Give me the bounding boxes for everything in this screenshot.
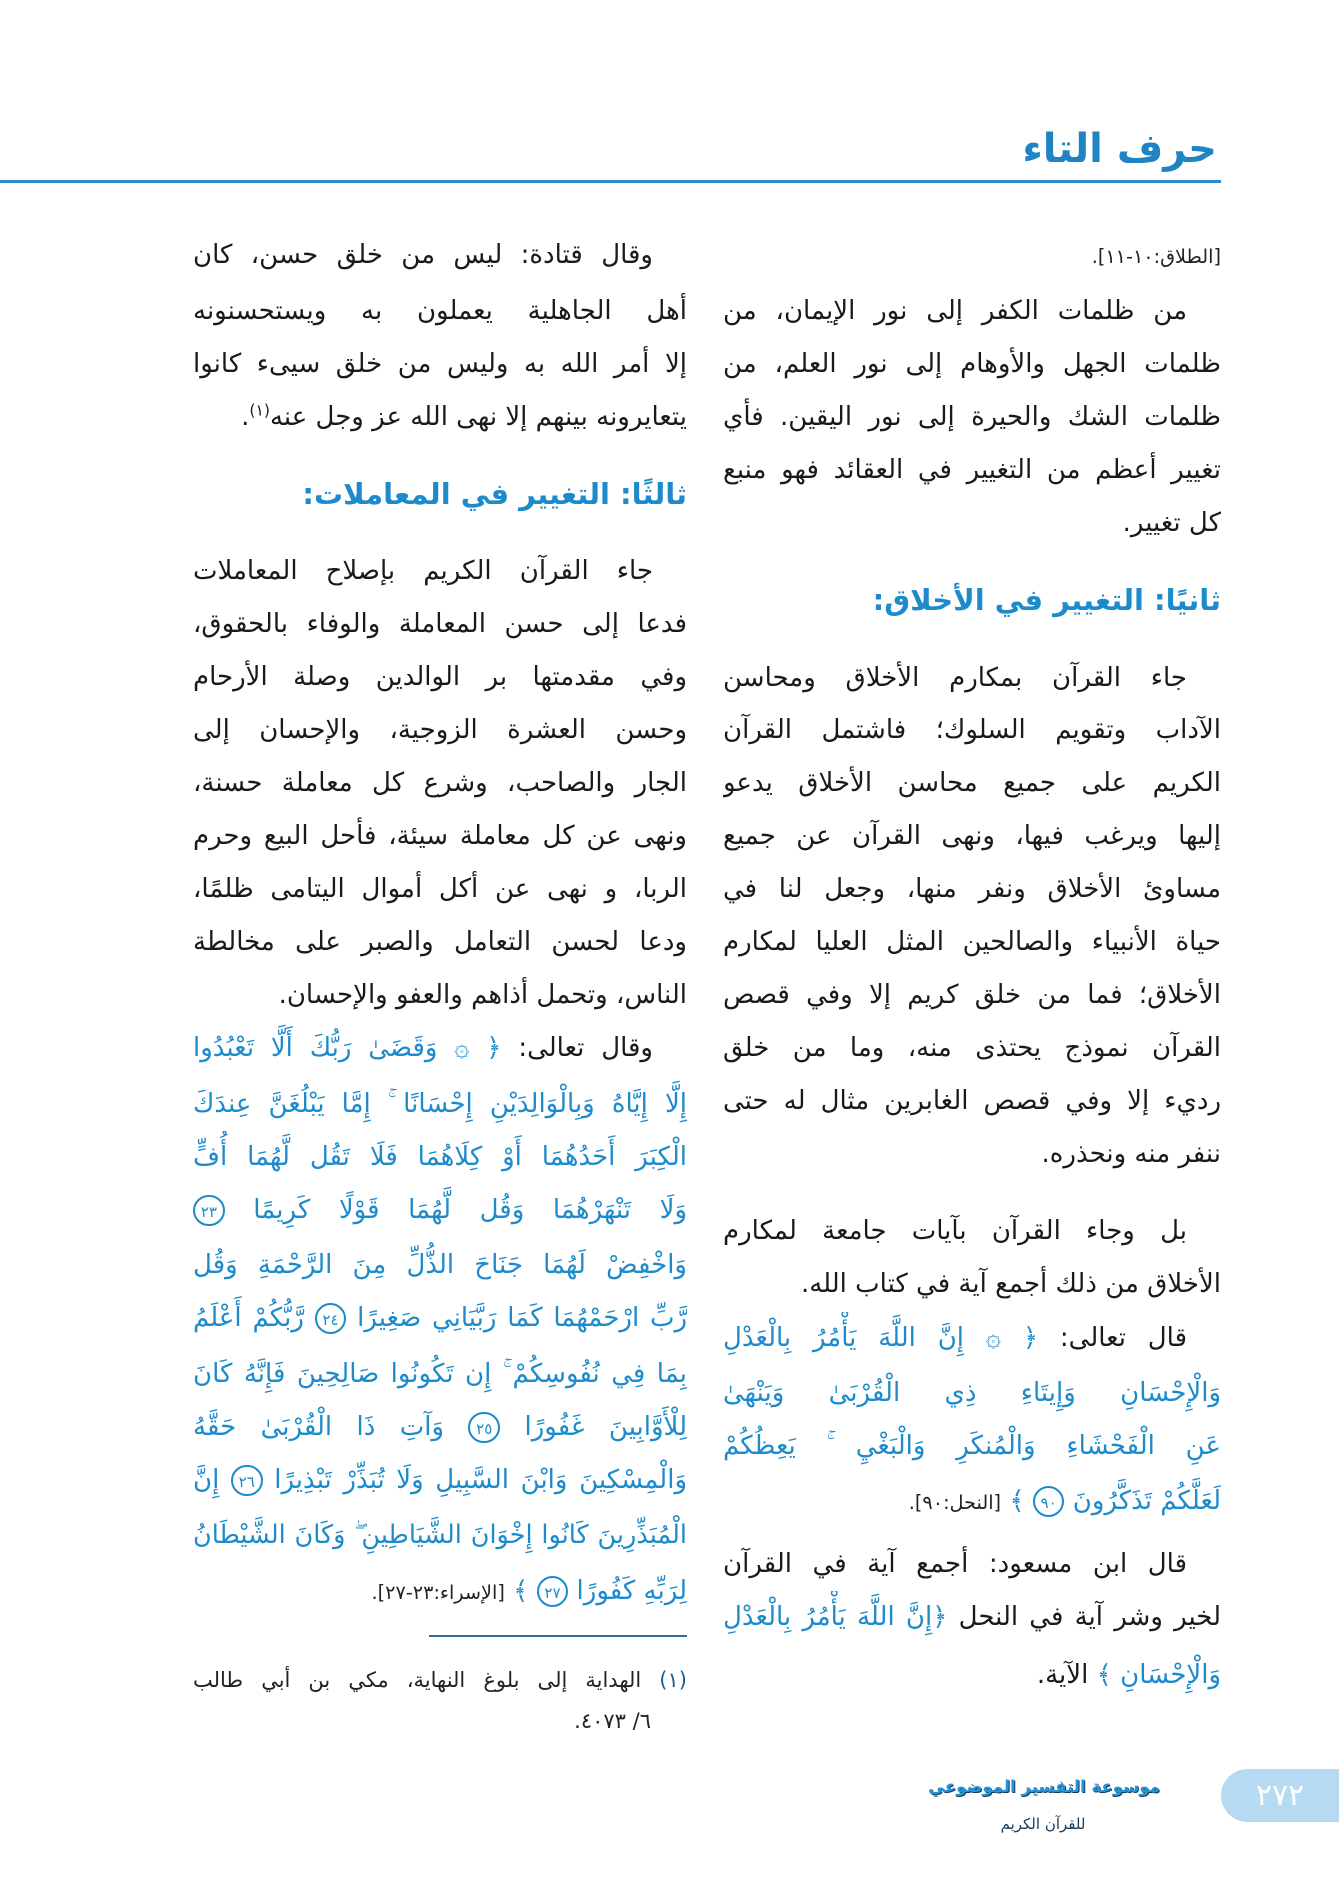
section-heading: ثالثًا: التغيير في المعاملات: [302,477,687,511]
quran-text: إِنَّ [193,1465,220,1495]
quran-text: وَلَا تَنْهَرْهُمَا وَقُل لَّهُمَا قَوْلًا كَرِيمًا [253,1195,687,1225]
quran-close-bracket: ﴾ [513,1576,529,1606]
body-line: وقال قتادة: ليس من خلق حسن، كان [193,240,653,270]
chapter-title: حرف التاء [1022,126,1217,172]
body-line: أهل الجاهلية يعملون به ويستحسنونه [193,296,687,326]
quran-verse-line: وَاخْفِضْ لَهُمَا جَنَاحَ الذُّلِّ مِنَ الرَّحْمَةِ وَقُل [193,1250,687,1280]
quran-text: لَعَلَّكُمْ تَذَكَّرُونَ [1072,1486,1221,1516]
body-line: الآداب وتقويم السلوك؛ فاشتمل القرآن [723,715,1221,745]
verse-number: ٩٠ [1033,1486,1065,1518]
body-line: الربا، و نهى عن أكل أموال اليتامى ظلمًا، [193,874,687,904]
body-line: إليها ويرغب فيها، ونهى القرآن عن جميع [723,821,1221,851]
body-line: ظلمات الجهل والأوهام إلى نور العلم، من [723,349,1221,379]
body-line: بل وجاء القرآن بآيات جامعة لمكارم [723,1216,1187,1246]
body-text: يتعايرونه بينهم إلا نهى الله عز وجل عنه [269,402,687,432]
footnote-divider [429,1635,687,1637]
body-line: ظلمات الشك والحيرة إلى نور اليقين. فأي [723,402,1221,432]
verse-intro: قال تعالى: [1059,1323,1188,1353]
verse-number: ٢٧ [537,1576,569,1608]
quran-text: وَالْإِحْسَانِ ﴾ [1096,1660,1221,1690]
section-heading: ثانيًا: التغيير في الأخلاق: [872,583,1221,617]
body-line: الكريم على جميع محاسن الأخلاق يدعو [723,768,1221,798]
quran-verse-line [723,1475,1221,1528]
body-line: قال ابن مسعود: أجمع آية في القرآن [723,1549,1187,1579]
citation-text: [الإسراء:٢٣-٢٧]. [371,1581,505,1604]
body-line: رديء إلا وفي قصص الغابرين مثال له حتى [723,1086,1221,1116]
body-text: لخير وشر آية في النحل [958,1602,1221,1632]
footnote-line: ٦/ ٤٠٧٣. [574,1709,651,1733]
quran-verse-line [193,1022,687,1075]
quran-verse-line [193,1565,687,1618]
verse-number: ٢٣ [193,1195,225,1227]
body-line: جاء القرآن بمكارم الأخلاق ومحاسن [723,663,1187,693]
encyclopedia-logo [928,1760,1160,1848]
body-line: فدعا إلى حسن المعاملة والوفاء بالحقوق، [193,609,687,639]
logo-subtitle: للقرآن الكريم [1000,1815,1086,1833]
verse-number: ٢٤ [315,1303,347,1335]
quran-verse-line [723,1312,1221,1365]
body-line: الجار والصاحب، وشرع كل معاملة حسنة، [193,768,687,798]
body-line [193,391,687,444]
body-line: مساوئ الأخلاق ونفر منها، وجعل لنا في [723,874,1221,904]
quran-verse-line: عَنِ الْفَحْشَاءِ وَالْمُنكَرِ وَالْبَغْيِ ۚ يَعِظُكُمْ [723,1431,1221,1461]
quran-verse-line [193,1292,687,1345]
citation-text: [النحل:٩٠]. [908,1491,1002,1514]
header-rule [0,180,1221,183]
quran-text: ﴿ ۞ وَقَضَىٰ رَبُّكَ أَلَّا تَعْبُدُوا [193,1033,502,1063]
quran-text: رَّبِّ ارْحَمْهُمَا كَمَا رَبَّيَانِي صَغِيرًا [357,1303,687,1333]
verse-number: ٢٥ [468,1412,500,1444]
quran-text: لِرَبِّهِ كَفُورًا [576,1576,687,1606]
body-line: ودعا لحسن التعامل والصبر على مخالطة [193,927,687,957]
body-text: . [241,402,250,432]
quran-verse-line: الْمُبَذِّرِينَ كَانُوا إِخْوَانَ الشَّيَاطِينِ ۖ وَكَانَ الشَّيْطَانُ [193,1520,687,1550]
body-line: تغيير أعظم من التغيير في العقائد فهو منبع [723,455,1221,485]
body-line: كل تغيير. [1122,508,1221,538]
quran-text: ﴿ ۞ إِنَّ اللَّهَ يَأْمُرُ بِالْعَدْلِ [723,1323,1039,1353]
body-line: الناس، وتحمل أذاهم والعفو والإحسان. [278,980,687,1010]
quran-close-bracket: ﴾ [1009,1486,1025,1516]
body-line [723,1649,1221,1702]
quran-verse-line [193,1454,687,1507]
body-line: وفي مقدمتها بر الوالدين وصلة الأرحام [193,662,687,692]
body-line: القرآن نموذج يحتذى منه، وما من خلق [723,1033,1221,1063]
body-line: ونهى عن كل معاملة سيئة، فأحل البيع وحرم [193,821,687,851]
quran-text: وَالْمِسْكِينَ وَابْنَ السَّبِيلِ وَلَا تُبَذِّرْ تَبْذِيرًا [274,1465,687,1495]
quran-verse-line: بِمَا فِي نُفُوسِكُمْ ۚ إِن تَكُونُوا صَالِحِينَ فَإِنَّهُ كَانَ [193,1359,687,1389]
quran-verse-line [193,1184,687,1237]
body-line: جاء القرآن الكريم بإصلاح المعاملات [193,556,653,586]
body-line: وحسن العشرة الزوجية، والإحسان إلى [193,715,687,745]
body-line: إلا أمر الله به وليس من خلق سيىء كانوا [193,349,687,379]
verse-intro: وقال تعالى: [518,1033,653,1063]
footnote-ref: (١) [249,401,270,420]
body-line: ننفر منه ونحذره. [1041,1139,1221,1169]
footnote-marker: (١) [659,1668,687,1692]
quran-verse-line [193,1401,687,1454]
citation-text: [الطلاق:١٠-١١]. [1091,245,1221,268]
footnote-line [193,1660,687,1700]
page-number: ٢٧٢ [1221,1769,1339,1822]
quran-verse-line: إِلَّا إِيَّاهُ وَبِالْوَالِدَيْنِ إِحْسَانًا ۚ إِمَّا يَبْلُغَنَّ عِندَكَ [193,1089,687,1119]
quran-verse-line: وَالْإِحْسَانِ وَإِيتَاءِ ذِي الْقُرْبَىٰ وَيَنْهَىٰ [723,1378,1221,1408]
verse-number: ٢٦ [231,1465,263,1497]
quran-text: ﴿إِنَّ اللَّهَ يَأْمُرُ بِالْعَدْلِ [723,1602,948,1632]
logo-title: موسوعة التفسير الموضوعي [928,1777,1160,1796]
citation [723,229,1221,282]
quran-verse-line: الْكِبَرَ أَحَدُهُمَا أَوْ كِلَاهُمَا فَلَا تَقُل لَّهُمَا أُفٍّ [193,1142,687,1172]
quran-text: لِلْأَوَّابِينَ غَفُورًا [524,1412,687,1442]
body-line: حياة الأنبياء والصالحين المثل العليا لمكارم [723,927,1221,957]
body-line: من ظلمات الكفر إلى نور الإيمان، من [723,296,1187,326]
footnote-text: الهداية إلى بلوغ النهاية، مكي بن أبي طالب [193,1668,642,1692]
body-line: الأخلاق؛ فما من خلق كريم إلا وفي قصص [723,980,1221,1010]
quran-text: وَآتِ ذَا الْقُرْبَىٰ حَقَّهُ [193,1412,445,1442]
body-text: الآية. [1036,1660,1089,1690]
body-line: الأخلاق من ذلك أجمع آية في كتاب الله. [800,1269,1221,1299]
quran-text: رَّبُّكُمْ أَعْلَمُ [193,1303,304,1333]
body-line [723,1591,1221,1644]
